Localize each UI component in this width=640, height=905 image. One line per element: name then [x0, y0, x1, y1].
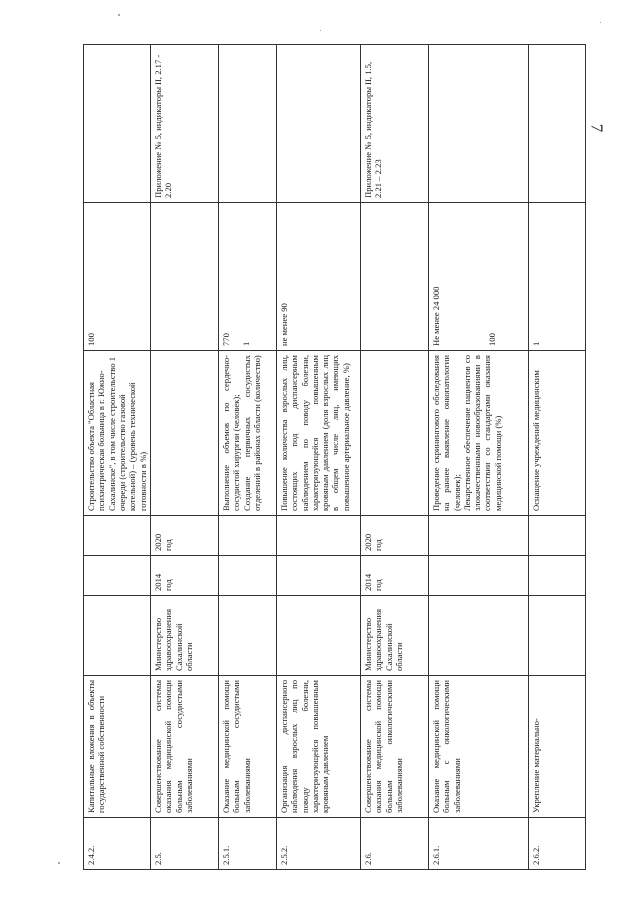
- indicator-value: [360, 203, 428, 351]
- measure-name: Организация диспансерного наблюдения взрослых лиц по поводу болезни, характеризующейся повышенным кровяным давлением: [276, 676, 360, 818]
- indicator-line: Создание первичных сосудистых отделений в районах области (количество): [241, 355, 262, 511]
- indicator: Строительство объекта "Областная психиатрическая больница в г. Южно-Сахалинске", в том числе строительство 1 очереди (строительство газовой котельной) – (уровень технической готовности в %): [84, 351, 151, 516]
- measure-name: Укрепление материально-: [528, 676, 585, 818]
- indicator-value: [218, 203, 276, 351]
- reference: [218, 45, 276, 203]
- table-row: [360, 45, 428, 870]
- row-number: 2.5.2.: [276, 818, 360, 870]
- executor: Министерство здравоохранения Сахалинской области: [150, 596, 218, 676]
- value-line: 1: [241, 341, 252, 346]
- indicator: Повышение количества взрослых лиц, состоящих под диспансерным наблюдением по поводу болезни, характеризующейся повышенным кровяным давлением (доля взрослых лиц в общем числе лиц, имеющих повышенное артериальное давление, %): [276, 351, 360, 516]
- executor: [528, 596, 585, 676]
- table-row: [528, 45, 585, 870]
- indicator: [428, 351, 528, 516]
- indicator-line: Проведение скринингового обследования на раннее выявление онкопатологии (человек);: [430, 355, 462, 511]
- indicator: [360, 351, 428, 516]
- indicator: [218, 351, 276, 516]
- measure-name: Оказание медицинской помощи больным с онкологическими заболеваниями: [428, 676, 528, 818]
- start-year: [428, 556, 528, 596]
- indicator-value: не менее 90: [276, 203, 360, 351]
- executor: [84, 596, 151, 676]
- indicator-value: 1: [528, 203, 585, 351]
- end-year: 2020 год: [150, 516, 218, 556]
- indicator-line: Лекарственное обеспечение пациентов со злокачественными новообразованиями в соответствии со стандартами оказания медицинской помощи (%): [461, 355, 503, 511]
- measure-name: Совершенствование системы оказания медицинской помощи больным онкологическими заболеваниями: [360, 676, 428, 818]
- executor: [428, 596, 528, 676]
- row-number: 2.5.1.: [218, 818, 276, 870]
- row-number: 2.5.: [150, 818, 218, 870]
- measure-name: Оказание медицинской помощи больным сосудистыми заболеваниями: [218, 676, 276, 818]
- reference: Приложение № 5, индикаторы II, 1.5, 2.21 – 2.23: [360, 45, 428, 203]
- indicator-line: Выполнение объемов по сердечно-сосудистой хирургии (человек);: [220, 355, 242, 511]
- end-year: [428, 516, 528, 556]
- scan-speck: [320, 30, 321, 31]
- table-row: [218, 45, 276, 870]
- end-year: [528, 516, 585, 556]
- start-year: 2014 год: [360, 556, 428, 596]
- indicator-value: [428, 203, 528, 351]
- end-year: 2020 год: [360, 516, 428, 556]
- table-row: [428, 45, 528, 870]
- value-line: Не менее 24 000: [430, 286, 441, 346]
- scan-speck: [600, 22, 601, 23]
- end-year: [84, 516, 151, 556]
- page-number: 7: [587, 123, 607, 133]
- row-number: 2.6.1.: [428, 818, 528, 870]
- reference: [276, 45, 360, 203]
- reference: [84, 45, 151, 203]
- scan-speck: [118, 14, 120, 16]
- row-number: 2.6.2.: [528, 818, 585, 870]
- start-year: [528, 556, 585, 596]
- end-year: [218, 516, 276, 556]
- rotated-table-container: [83, 45, 580, 870]
- value-line: 100: [487, 333, 498, 346]
- measures-table: [83, 44, 586, 870]
- indicator: Оснащение учреждений медицинским: [528, 351, 585, 516]
- executor: [218, 596, 276, 676]
- table-row: [84, 45, 151, 870]
- reference: Приложение № 5, индикаторы II, 2.17 - 2.20: [150, 45, 218, 203]
- row-number: 2.4.2.: [84, 818, 151, 870]
- scan-speck: [58, 862, 60, 864]
- executor: [276, 596, 360, 676]
- reference: [428, 45, 528, 203]
- measure-name: Капитальные вложения в объекты государственной собственности: [84, 676, 151, 818]
- measure-name: Совершенствование системы оказания медицинской помощи больным сосудистыми заболеваниями: [150, 676, 218, 818]
- start-year: 2014 год: [150, 556, 218, 596]
- table-row: [150, 45, 218, 870]
- value-line: 770: [220, 333, 231, 346]
- start-year: [276, 556, 360, 596]
- start-year: [84, 556, 151, 596]
- end-year: [276, 516, 360, 556]
- table-row: [276, 45, 360, 870]
- reference: [528, 45, 585, 203]
- executor: Министерство здравоохранения Сахалинской области: [360, 596, 428, 676]
- indicator-value: 100: [84, 203, 151, 351]
- indicator-value: [150, 203, 218, 351]
- row-number: 2.6.: [360, 818, 428, 870]
- start-year: [218, 556, 276, 596]
- indicator: [150, 351, 218, 516]
